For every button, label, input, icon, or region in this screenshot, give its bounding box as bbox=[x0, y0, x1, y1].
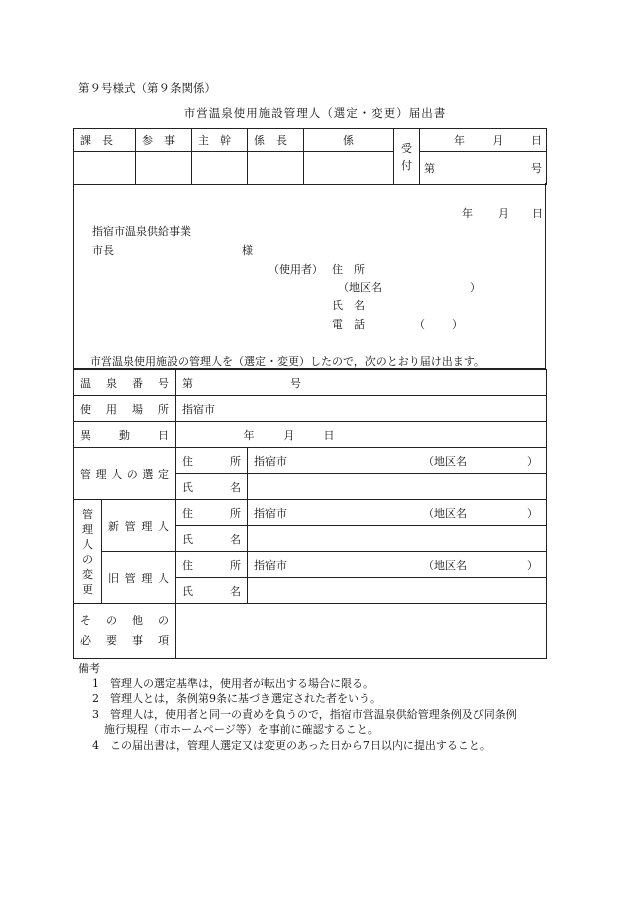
received-label: 受 付 bbox=[401, 141, 412, 172]
header-shukan-label: 主 幹 bbox=[198, 134, 231, 147]
change-date-label: 異 動 日 bbox=[80, 428, 169, 442]
location-label-cell bbox=[74, 396, 176, 422]
old-name-label-cell bbox=[176, 578, 248, 604]
location-field[interactable] bbox=[176, 396, 547, 422]
note-4 bbox=[92, 738, 491, 753]
form-title: 市営温泉使用施設管理人（選定・変更）届出書 bbox=[183, 106, 447, 120]
old-city: 指宿市 bbox=[254, 558, 287, 572]
note-4-no: 4 bbox=[92, 739, 99, 752]
addressee-org: 指宿市温泉供給事業 bbox=[92, 225, 191, 238]
onsen-number-label: 温 泉 番 号 bbox=[80, 376, 169, 390]
form-number-label: 第９号様式（第９条関係） bbox=[78, 81, 216, 95]
received-day: 日 bbox=[531, 134, 542, 147]
note-3-text: 管理人は，使用者と同一の責めを負うので，指宿市営温泉供給管理条例及び同条例 bbox=[110, 708, 517, 721]
new-name-field[interactable] bbox=[248, 526, 547, 552]
header-kakaricho-label: 係 長 bbox=[254, 134, 287, 147]
onsen-number-post: 号 bbox=[290, 376, 301, 390]
letter-year: 年 bbox=[462, 207, 473, 220]
received-number-pre: 第 bbox=[424, 162, 435, 175]
header-kakari bbox=[304, 129, 394, 152]
selection-city: 指宿市 bbox=[254, 454, 287, 468]
selection-address-label-cell bbox=[176, 448, 248, 474]
selection-name-label: 氏 名 bbox=[182, 480, 241, 494]
new-city: 指宿市 bbox=[254, 506, 287, 520]
approval-stamp-table bbox=[73, 128, 547, 185]
header-sanji-label: 参 事 bbox=[142, 134, 175, 147]
change-group-label: 管 理 人 の 変 更 bbox=[82, 507, 93, 596]
selection-name-label-cell bbox=[176, 474, 248, 500]
selection-address-label: 住 所 bbox=[182, 454, 241, 468]
letter-body bbox=[73, 183, 546, 369]
selection-label: 管 理 人 の 選 定 bbox=[80, 467, 169, 481]
header-kakari-label: 係 bbox=[343, 134, 354, 147]
header-sanji bbox=[136, 129, 192, 152]
selection-district-label: （地区名 bbox=[423, 454, 467, 468]
applicant-address-label: 住 所 bbox=[332, 263, 365, 276]
new-address-field[interactable] bbox=[248, 500, 547, 526]
applicant-role: （使用者） bbox=[268, 263, 323, 276]
addressee-sama: 様 bbox=[242, 244, 253, 257]
note-2-text: 管理人とは，条例第9条に基づき選定された者をいう。 bbox=[110, 692, 381, 705]
note-1 bbox=[92, 676, 374, 691]
note-3 bbox=[92, 707, 517, 722]
note-2-no: 2 bbox=[92, 692, 99, 705]
onsen-number-pre: 第 bbox=[182, 376, 193, 390]
addressee-title: 市長 bbox=[92, 244, 114, 257]
change-day: 日 bbox=[323, 428, 335, 442]
other-label-line2: 必 要 事 項 bbox=[80, 634, 169, 647]
selection-label-cell bbox=[74, 448, 176, 500]
note-3-cont-text: 施行規程（市ホームページ等）を事前に確認すること。 bbox=[104, 723, 379, 736]
received-number-cell[interactable] bbox=[420, 152, 547, 185]
new-manager-label-cell bbox=[102, 500, 176, 552]
old-manager-label: 旧 管 理 人 bbox=[108, 571, 169, 585]
detail-table bbox=[73, 369, 547, 659]
location-label: 使 用 場 所 bbox=[80, 402, 169, 416]
selection-name-field[interactable] bbox=[248, 474, 547, 500]
new-district-close: ） bbox=[527, 506, 538, 520]
stamp-box-sanji[interactable] bbox=[136, 152, 192, 185]
old-name-field[interactable] bbox=[248, 578, 547, 604]
onsen-number-field[interactable] bbox=[176, 370, 547, 396]
other-label-line1: そ の 他 の bbox=[80, 614, 169, 627]
new-name-label: 氏 名 bbox=[182, 532, 241, 546]
phone-paren-close: ） bbox=[452, 318, 463, 331]
selection-district-close: ） bbox=[527, 454, 538, 468]
note-1-text: 管理人の選定基準は，使用者が転出する場合に限る。 bbox=[110, 677, 374, 690]
received-year: 年 bbox=[454, 134, 465, 147]
header-kacho bbox=[74, 129, 136, 152]
old-address-field[interactable] bbox=[248, 552, 547, 578]
note-1-no: 1 bbox=[92, 677, 99, 690]
old-address-label: 住 所 bbox=[182, 558, 241, 572]
other-field[interactable] bbox=[176, 604, 547, 659]
stamp-box-kakaricho[interactable] bbox=[248, 152, 304, 185]
header-kakaricho bbox=[248, 129, 304, 152]
letter-day: 日 bbox=[532, 207, 543, 220]
applicant-phone-label: 電 話 bbox=[332, 318, 365, 331]
note-3-no: 3 bbox=[92, 708, 99, 721]
old-name-label: 氏 名 bbox=[182, 584, 241, 598]
old-district-label: （地区名 bbox=[423, 558, 467, 572]
new-name-label-cell bbox=[176, 526, 248, 552]
stamp-box-shukan[interactable] bbox=[192, 152, 248, 185]
change-month: 月 bbox=[283, 428, 295, 442]
new-manager-label: 新 管 理 人 bbox=[108, 519, 169, 533]
onsen-number-label-cell bbox=[74, 370, 176, 396]
received-month: 月 bbox=[492, 134, 504, 147]
change-date-field[interactable] bbox=[176, 422, 547, 448]
change-date-label-cell bbox=[74, 422, 176, 448]
statement: 市営温泉使用施設の管理人を（選定・変更）したので，次のとおり届け出ます。 bbox=[90, 355, 485, 368]
header-kacho-label: 課 長 bbox=[80, 134, 113, 147]
phone-paren-open: （ bbox=[414, 318, 425, 331]
old-manager-label-cell bbox=[102, 552, 176, 604]
change-group-cell bbox=[74, 500, 102, 604]
other-label-cell bbox=[74, 604, 176, 659]
applicant-name-label: 氏 名 bbox=[332, 299, 365, 312]
received-date-cell bbox=[420, 129, 547, 152]
stamp-box-kakari[interactable] bbox=[304, 152, 394, 185]
new-address-label: 住 所 bbox=[182, 506, 241, 520]
old-district-close: ） bbox=[527, 558, 538, 572]
received-cell bbox=[394, 129, 420, 185]
note-4-text: この届出書は，管理人選定又は変更のあった日から7日以内に提出すること。 bbox=[110, 739, 491, 752]
notes-heading: 備考 bbox=[78, 662, 100, 675]
header-shukan bbox=[192, 129, 248, 152]
applicant-district-label: （地区名 bbox=[338, 281, 382, 294]
old-address-label-cell bbox=[176, 552, 248, 578]
location-value: 指宿市 bbox=[182, 402, 215, 416]
note-3-cont bbox=[104, 722, 379, 737]
new-district-label: （地区名 bbox=[423, 506, 467, 520]
received-number-post: 号 bbox=[531, 162, 542, 175]
new-address-label-cell bbox=[176, 500, 248, 526]
letter-month: 月 bbox=[498, 207, 509, 220]
applicant-district-close: ） bbox=[470, 281, 481, 294]
change-year: 年 bbox=[243, 428, 255, 442]
selection-address-field[interactable] bbox=[248, 448, 547, 474]
note-2 bbox=[92, 691, 381, 706]
stamp-box-kacho[interactable] bbox=[74, 152, 136, 185]
